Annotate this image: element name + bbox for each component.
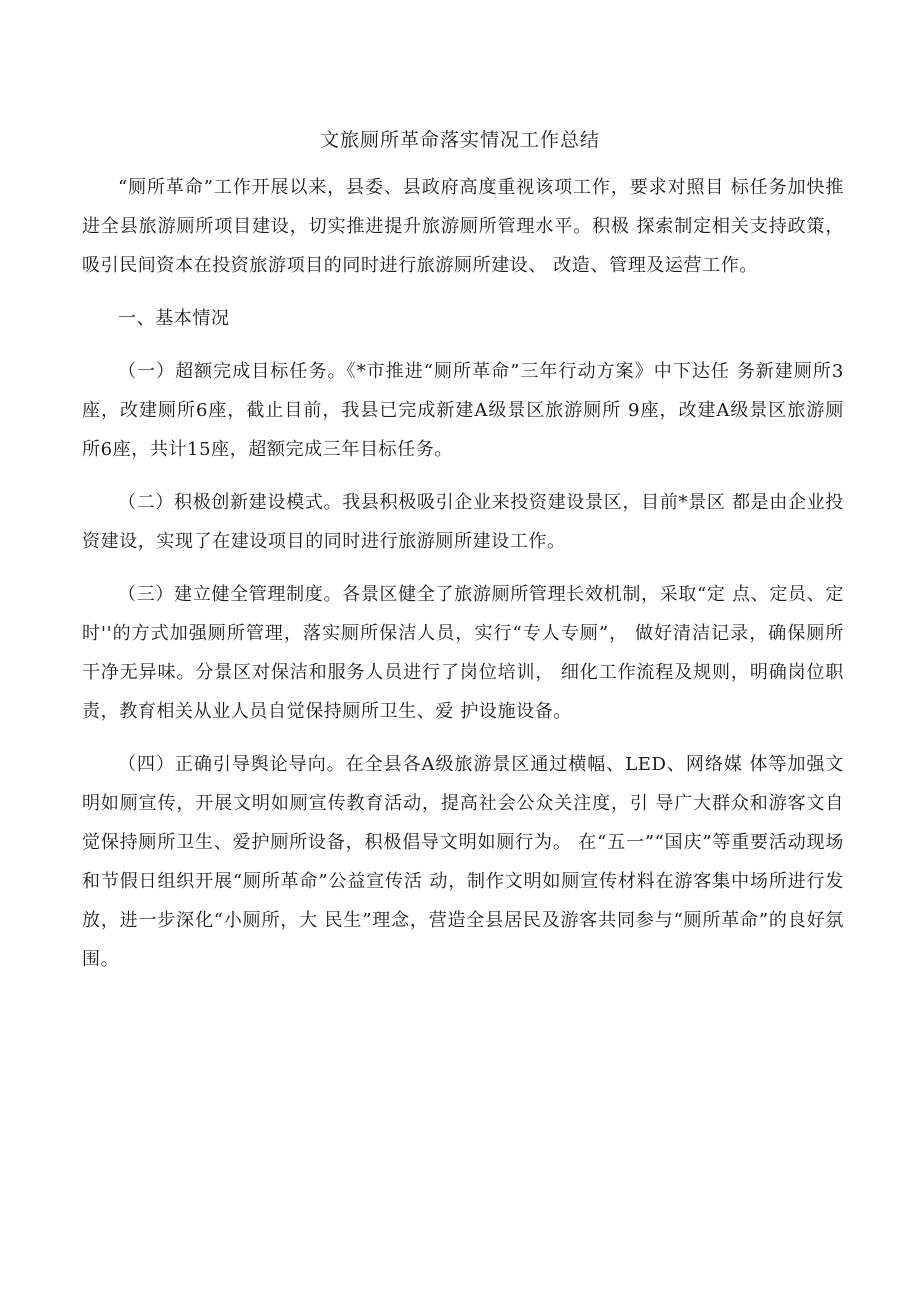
item-paragraph-2: （二）积极创新建设模式。我县积极吸引企业来投资建设景区，目前*景区 都是由企业投资建设，实现了在建设项目的同时进行旅游厕所建设工作。 xyxy=(82,492,844,552)
item-paragraph-4: （四）正确引导舆论导向。在全县各A级旅游景区通过横幅、LED、网络媒 体等加强文明如厕宣传，开展文明如厕宣传教育活动，提高社会公众关注度，引 导广大群众和游客文自觉保持厕所卫生、爱护厕所设备，积极倡导文明如厕行为。 在“五一”“国庆”等重要活动现场和节假日组织开展“厕所革命”公益宣传活 动，制作文明如厕宣传材料在游客集中场所进行发放，进一步深化“小厕所，大 民生”理念，营造全县居民及游客共同参与“厕所革命”的良好氛围。 xyxy=(82,754,844,970)
document-body xyxy=(82,168,844,993)
intro-paragraph: “厕所革命”工作开展以来，县委、县政府高度重视该项工作，要求对照目 标任务加快推进全县旅游厕所项目建设，切实推进提升旅游厕所管理水平。积极 探索制定相关支持政策，吸引民间资本在投资旅游项目的同时进行旅游厕所建设、 改造、管理及运营工作。 xyxy=(82,177,844,276)
item-paragraph-3: （三）建立健全管理制度。各景区健全了旅游厕所管理长效机制，采取“定 点、定员、定时''的方式加强厕所管理，落实厕所保洁人员，实行“专人专厕”， 做好清洁记录，确保厕所干净无异味。分景区对保洁和服务人员进行了岗位培训， 细化工作流程及规则，明确岗位职责，教育相关从业人员自觉保持厕所卫生、爱 护设施设备。 xyxy=(82,584,844,722)
document-title: 文旅厕所革命落实情况工作总结 xyxy=(319,129,600,151)
section-heading-basic-situation: 一、基本情况 xyxy=(118,308,230,329)
item-paragraph-1: （一）超额完成目标任务。《*市推进“厕所革命”三年行动方案》中下达任 务新建厕所3座，改建厕所6座，截止目前，我县已完成新建A级景区旅游厕所 9座，改建A级景区旅游厕所6座，共计15座，超额完成三年目标任务。 xyxy=(82,361,844,460)
